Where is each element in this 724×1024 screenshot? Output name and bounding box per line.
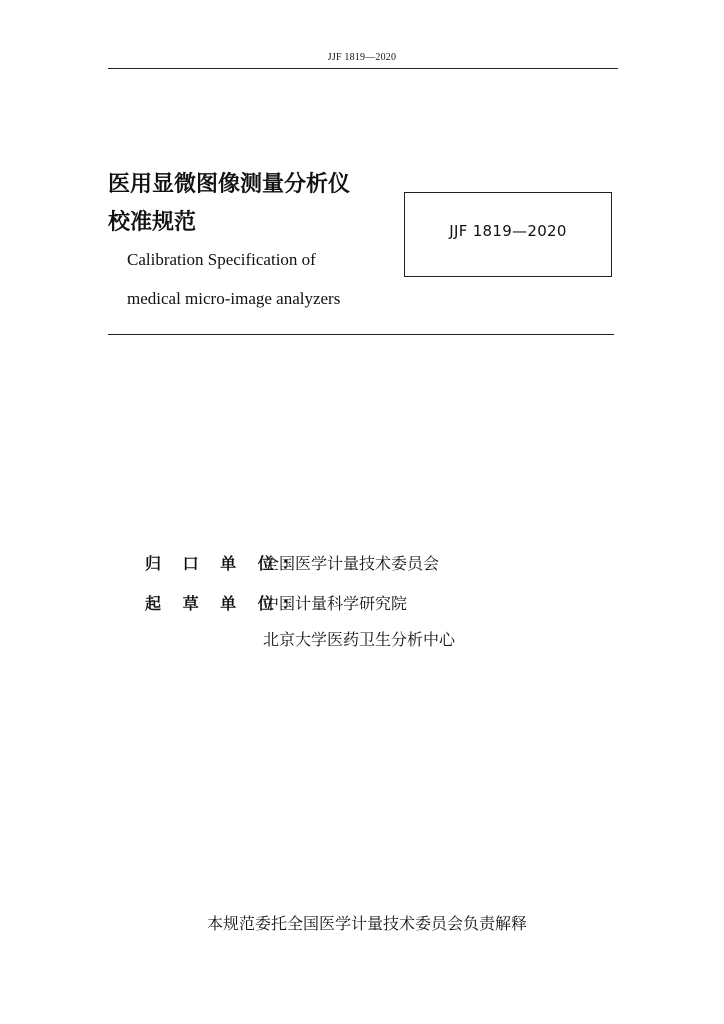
header-divider (108, 68, 618, 69)
title-divider (108, 334, 614, 335)
standard-code: JJF 1819—2020 (449, 222, 567, 240)
title-chinese-line-2: 校准规范 (108, 210, 197, 235)
interpretation-note: 本规范委托全国医学计量技术委员会负责解释 (206, 914, 527, 933)
header-standard-code: JJF 1819—2020 (327, 52, 397, 63)
title-english-line-2: medical micro-image analyzers (127, 289, 341, 308)
responsible-unit-value: 全国医学计量技术委员会 (263, 554, 440, 573)
drafting-unit-value-2: 北京大学医药卫生分析中心 (263, 630, 456, 649)
title-chinese-line-1: 医用显微图像测量分析仪 (108, 172, 351, 197)
drafting-unit-value-1: 中国计量科学研究院 (263, 594, 408, 613)
responsible-unit-label: 归 口 单 位： (145, 554, 306, 573)
title-english-line-1: Calibration Specification of (127, 250, 316, 269)
drafting-unit-label: 起 草 单 位： (145, 594, 306, 613)
